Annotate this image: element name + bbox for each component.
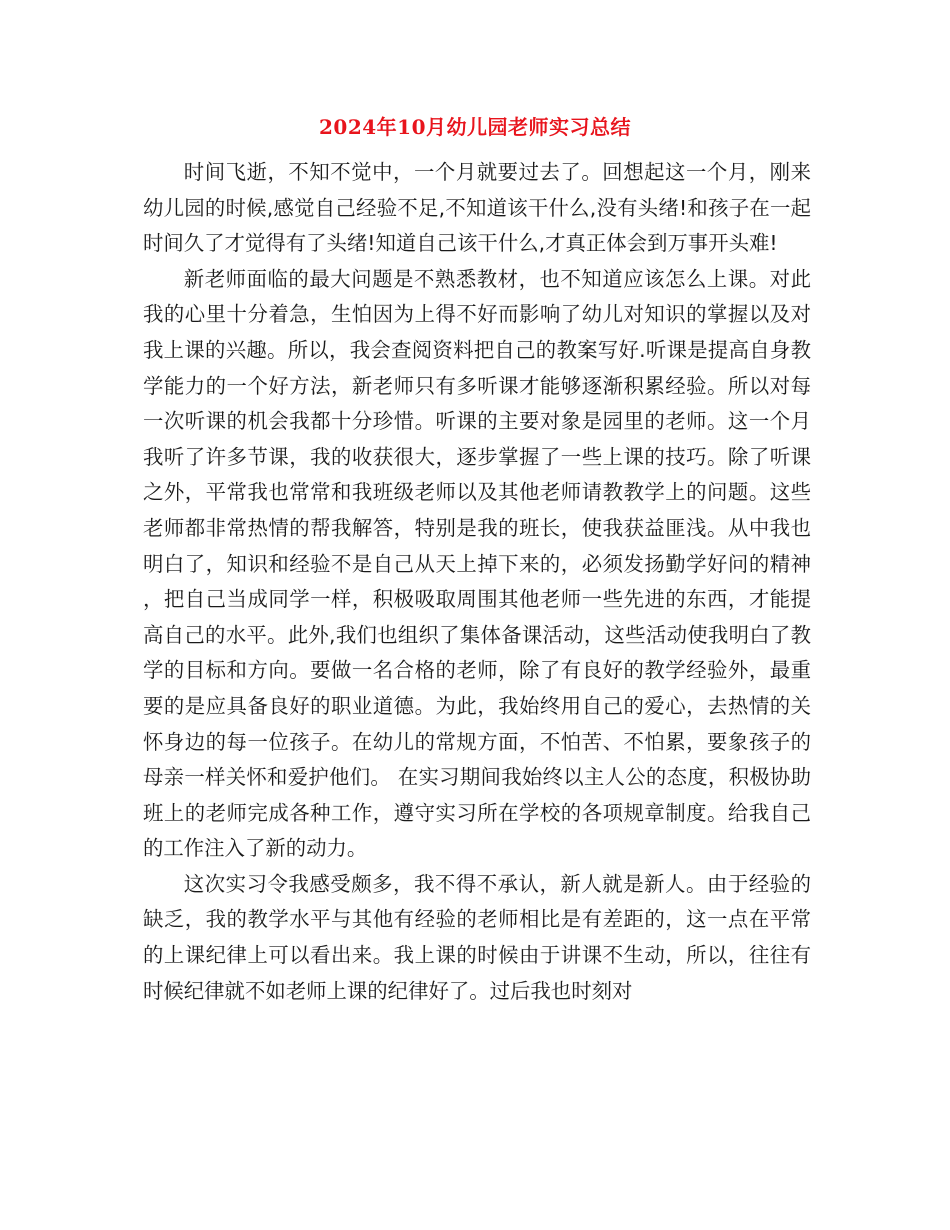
paragraph-2: 新老师面临的最大问题是不熟悉教材，也不知道应该怎么上课。对此我的心里十分着急，生怕因为上得不好而影响了幼儿对知识的掌握以及对我上课的兴趣。所以，我会查阅资料把自己的教案写好.听课是提高自身教学能力的一个好方法，新老师只有多听课才能够逐渐积累经验。所以对每一次听课的机会我都十分珍惜。听课的主要对象是园里的老师。这一个月我听了许多节课，我的收获很大，逐步掌握了一些上课的技巧。除了听课之外，平常我也常常和我班级老师以及其他老师请教教学上的问题。这些老师都非常热情的帮我解答，特别是我的班长，使我获益匪浅。从中我也明白了，知识和经验不是自己从天上掉下来的，必须发扬勤学好问的精神，把自己当成同学一样，积极吸取周围其他老师一些先进的东西，才能提高自己的水平。此外,我们也组织了集体备课活动，这些活动使我明白了教学的目标和方向。要做一名合格的老师，除了有良好的教学经验外，最重要的是应具备良好的职业道德。为此，我始终用自己的爱心，去热情的关怀身边的每一位孩子。在幼儿的常规方面，不怕苦、不怕累，要象孩子的母亲一样关怀和爱护他们。 在实习期间我始终以主人公的态度，积极协助班上的老师完成各种工作，遵守实习所在学校的各项规章制度。给我自己的工作注入了新的动力。 (143, 266, 811, 861)
paragraph-3: 这次实习令我感受颇多，我不得不承认，新人就是新人。由于经验的缺乏，我的教学水平与其他有经验的老师相比是有差距的，这一点在平常的上课纪律上可以看出来。我上课的时候由于讲课不生动，所以，往往有时候纪律就不如老师上课的纪律好了。过后我也时刻对 (143, 871, 811, 1003)
document-body (143, 155, 811, 1009)
paragraph-1: 时间飞逝，不知不觉中，一个月就要过去了。回想起这一个月，刚来幼儿园的时候,感觉自己经验不足,不知道该干什么,没有头绪!和孩子在一起时间久了才觉得有了头绪!知道自己该干什么,才真正体会到万事开头难! (143, 160, 811, 256)
document-title: 2024年10月幼儿园老师实习总结 (319, 115, 631, 139)
